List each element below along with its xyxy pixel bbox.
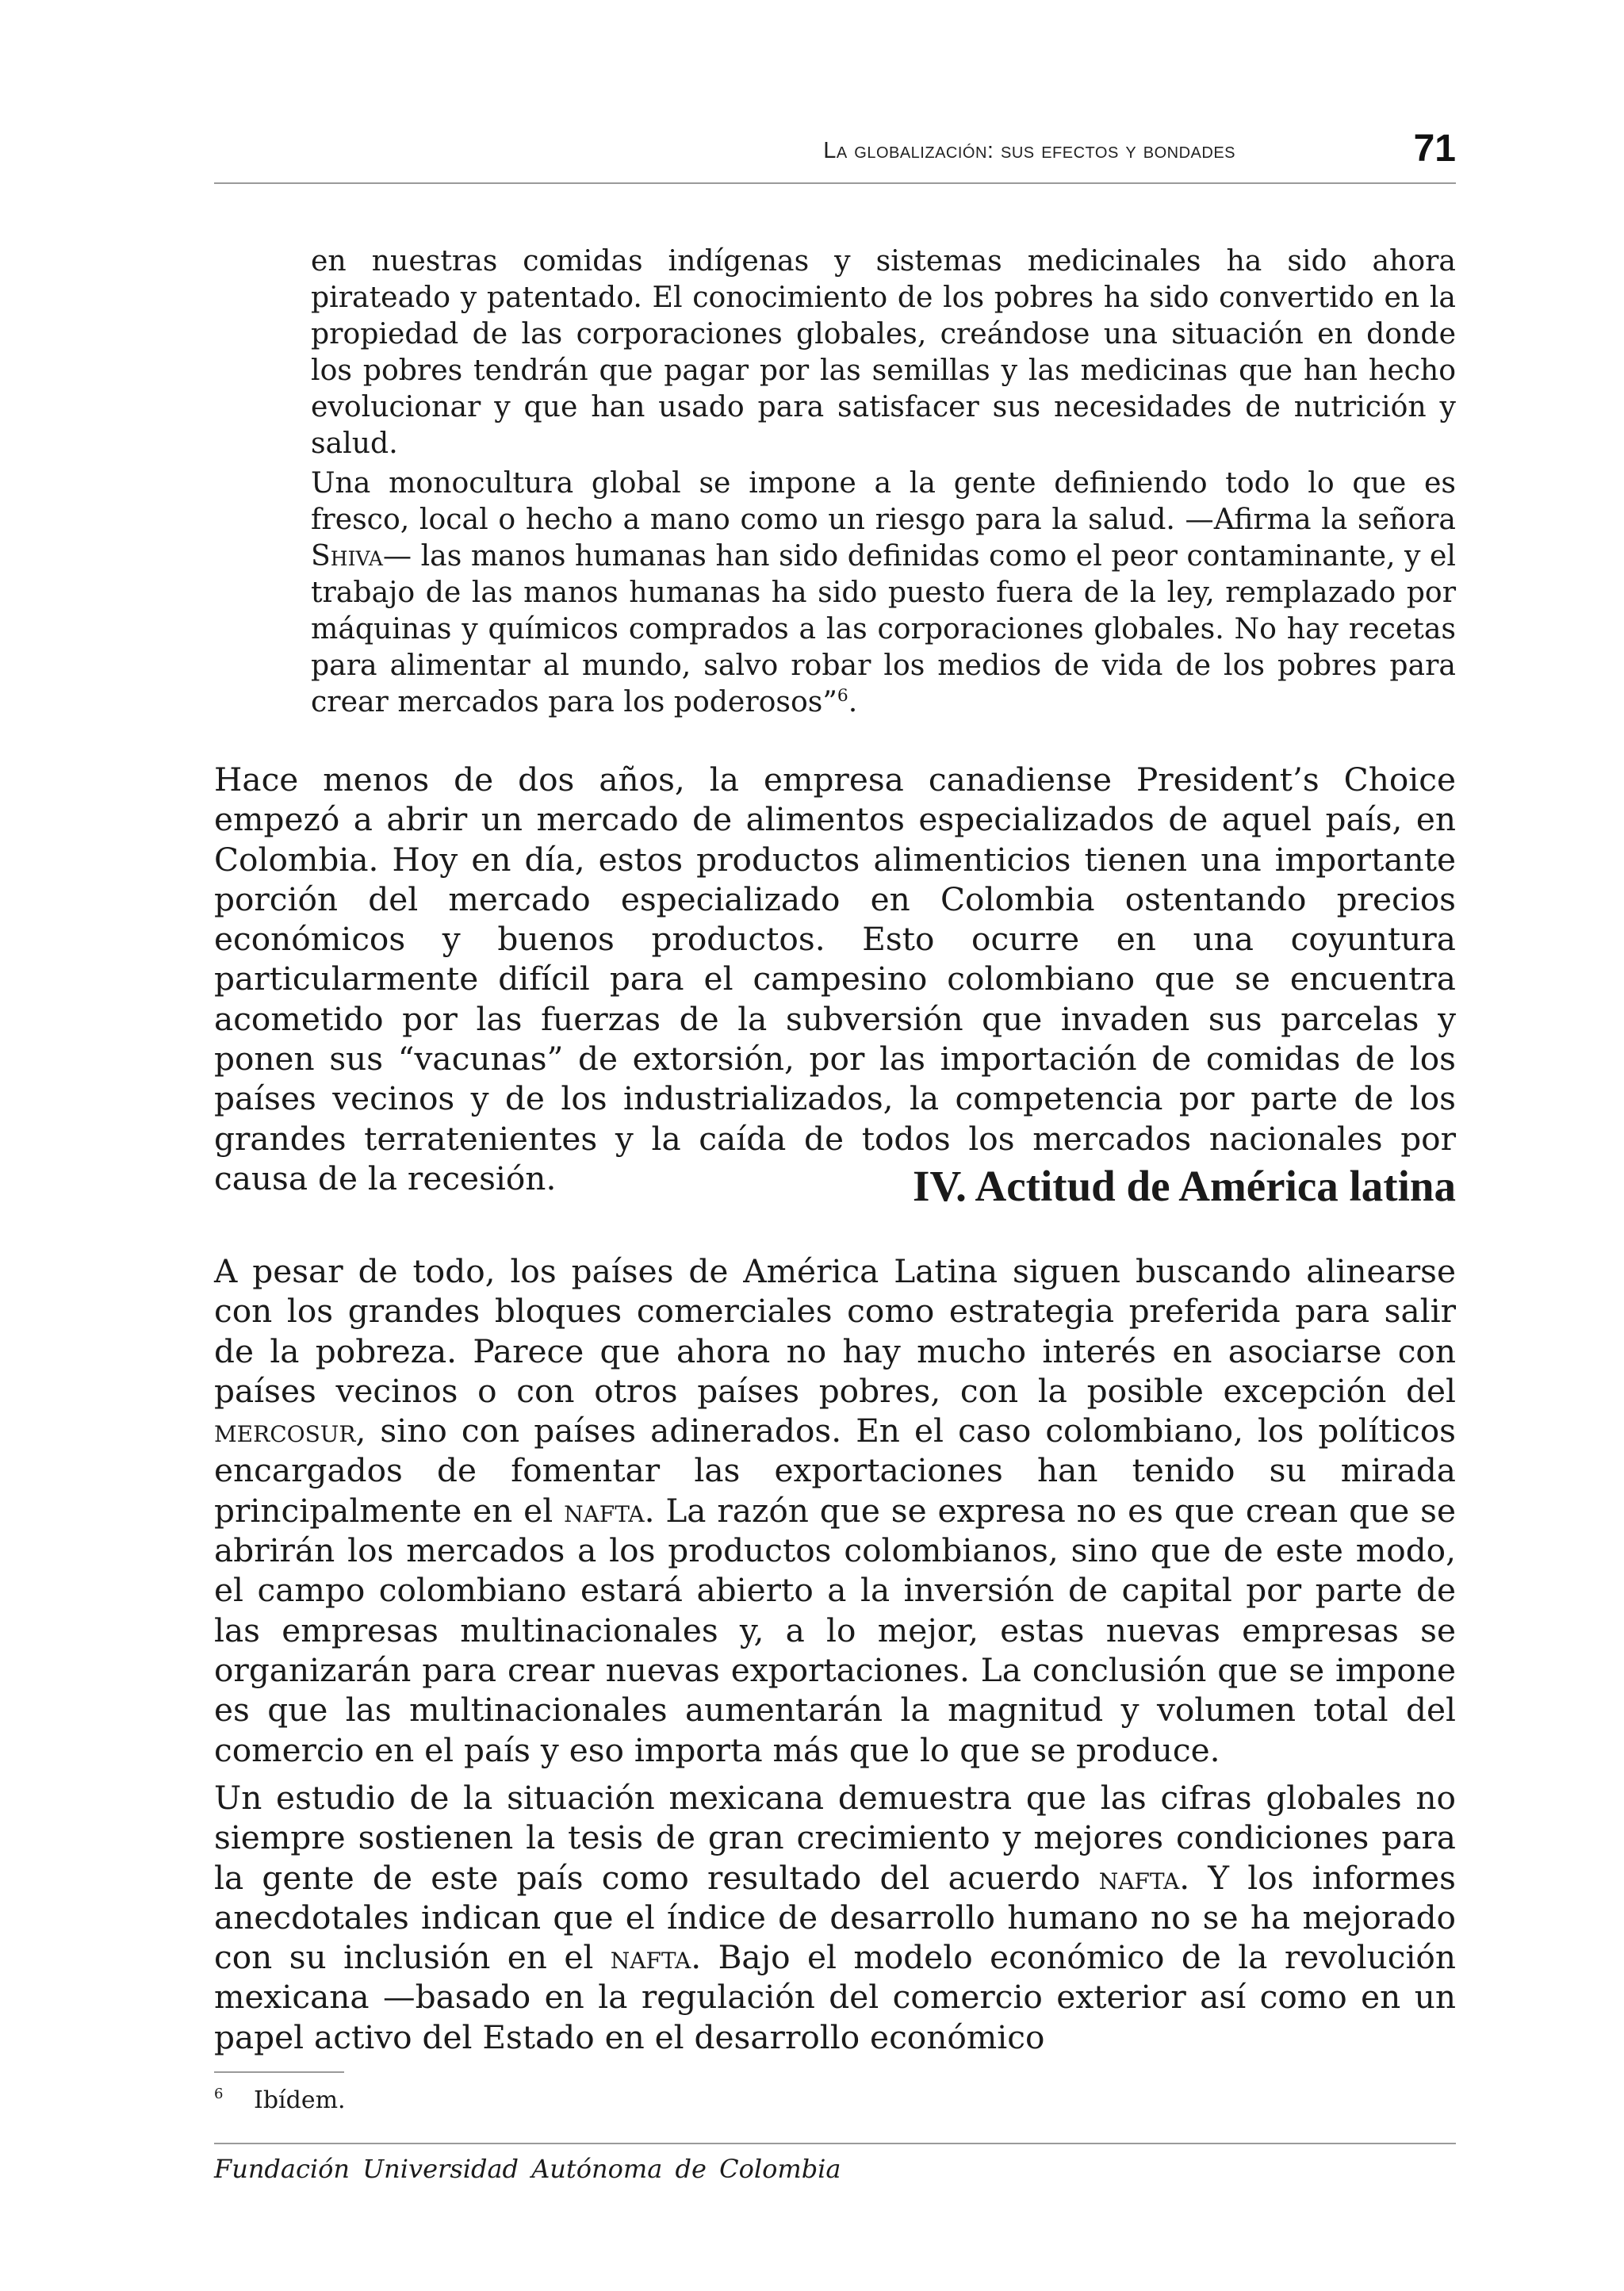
page-header	[214, 127, 1456, 184]
page-number: 71	[1413, 128, 1456, 170]
section-heading: IV. Actitud de América latina	[913, 1162, 1456, 1210]
block-quote-1: en nuestras comidas indígenas y sistemas medicinales ha sido ahora pirateado y patentado. El conocimiento de los pobres ha sido convertido en la propiedad de las corporaciones globales, creándose una situación en donde los pobres tendrán que pagar por las semillas y las medicinas que han hecho evolucionar y que han usado para satisfacer sus necesidades de nutrición y salud.	[311, 243, 1456, 460]
footnote-ref: 6	[837, 685, 848, 706]
acronym-nafta: nafta	[610, 1938, 691, 1977]
paragraph	[214, 1778, 1456, 2057]
page-footer: Fundación Universidad Autónoma de Colombia	[214, 2154, 841, 2184]
footer-divider	[214, 2143, 1456, 2144]
footnote-text: Ibídem.	[254, 2086, 346, 2114]
running-title: La globalización: sus efectos y bondades	[823, 138, 1235, 163]
acronym-nafta: nafta	[1098, 1858, 1180, 1897]
paragraph-text: , sino con países adinerados. En el caso colombiano, los políticos encargados de fomentar las exportaciones han tenido su mirada principalmente en el	[214, 1412, 1456, 1530]
paragraph: Hace menos de dos años, la empresa canadiense President’s Choice empezó a abrir un mercado de alimentos especializados de aquel país, en Colombia. Hoy en día, estos productos alimenticios tienen una importante porción del mercado especializado en Colombia ostentando precios económicos y buenos productos. Esto ocurre en una coyuntura particularmente difícil para el campesino colombiano que se encuentra acometido por las fuerzas de la subversión que invaden sus parcelas y ponen sus “vacunas” de extorsión, por las importación de comidas de los países vecinos y de los industrializados, la competencia por parte de los grandes terratenientes y la caída de todos los mercados nacionales por causa de la recesión.	[214, 760, 1456, 1197]
quoted-author-name: Shiva	[311, 538, 383, 573]
acronym-mercosur: mercosur	[214, 1412, 356, 1450]
acronym-nafta: nafta	[564, 1491, 645, 1530]
quote-text: — las manos humanas han sido definidas como el peor contaminante, y el trabajo de las manos humanas ha sido puesto fuera de la ley, remplazado por máquinas y químicos comprados a las corporaciones globales. No hay recetas para alimentar al mundo, salvo robar los medios de vida de los pobres para crear mercados para los poderosos”	[311, 538, 1456, 718]
quote-text: Una monocultura global se impone a la gente definiendo todo lo que es fresco, local o hecho a mano como un riesgo para la salud. —Afirma la señora	[311, 465, 1456, 536]
footnote-number: 6	[214, 2086, 224, 2102]
paragraph-text: A pesar de todo, los países de América Latina siguen buscando alinearse con los grandes bloques comerciales como estrategia preferida para salir de la pobreza. Parece que ahora no hay mucho interés en asociarse con países vecinos o con otros países pobres, con la posible excepción del	[214, 1252, 1456, 1410]
paragraph-text: . Y los informes anecdotales indican que el índice de desarrollo humano no se ha mejorado con su inclusión en el	[214, 1858, 1456, 1977]
paragraph-text: Un estudio de la situación mexicana demuestra que las cifras globales no siempre sostienen la tesis de gran crecimiento y mejores condiciones para la gente de este país como resultado del acuerdo	[214, 1779, 1456, 1897]
footnote-divider	[214, 2071, 344, 2073]
paragraph-text: . La razón que se expresa no es que crean que se abrirán los mercados a los productos colombianos, sino que de este modo, el campo colombiano estará abierto a la inversión de capital por parte de las empresas multinacionales y, a lo mejor, estas nuevas empresas se organizarán para crear nuevas exportaciones. La conclusión que se impone es que las multinacionales aumentarán la magnitud y volumen total del comercio en el país y eso importa más que lo que se produce.	[214, 1491, 1457, 1769]
footnote	[214, 2086, 346, 2114]
paragraph-text: . Bajo el modelo económico de la revolución mexicana —basado en la regulación del comercio exterior así como en un papel activo del Estado en el desarrollo económico	[214, 1938, 1456, 2056]
block-quote-2	[311, 465, 1456, 720]
quote-end: .	[848, 684, 858, 718]
paragraph	[214, 1251, 1456, 1770]
